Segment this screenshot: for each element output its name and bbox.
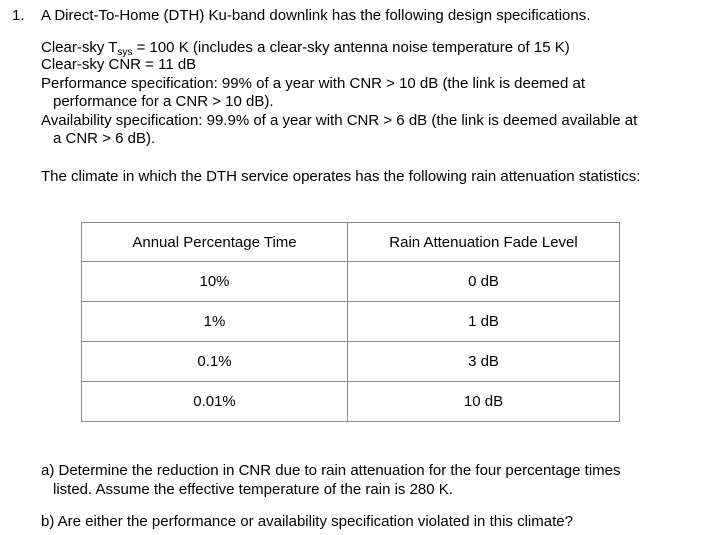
- question-b: b) Are either the performance or availability specification violated in this climate?: [41, 513, 573, 530]
- cell-percentage: 0.01%: [82, 382, 348, 422]
- spec-performance-line1: Performance specification: 99% of a year with CNR > 10 dB (the link is deemed at: [41, 75, 586, 92]
- problem-intro: A Direct-To-Home (DTH) Ku-band downlink has the following design specifications.: [41, 7, 591, 24]
- spec-availability-line1: Availability specification: 99.9% of a year with CNR > 6 dB (the link is deemed available at: [41, 112, 638, 129]
- rain-attenuation-table: [81, 222, 620, 422]
- table-row: [82, 262, 620, 302]
- spec-cnr: Clear-sky CNR = 11 dB: [41, 56, 197, 73]
- spec-availability-line2: a CNR > 6 dB).: [53, 130, 156, 147]
- spec-performance-line2: performance for a CNR > 10 dB).: [53, 93, 274, 110]
- cell-percentage: 1%: [82, 302, 348, 342]
- table-row: [82, 302, 620, 342]
- cell-fade-level: 10 dB: [348, 382, 620, 422]
- table-row: [82, 382, 620, 422]
- climate-statement: The climate in which the DTH service operates has the following rain attenuation statistics:: [41, 168, 641, 185]
- cell-fade-level: 1 dB: [348, 302, 620, 342]
- spec-tsys-prefix: Clear-sky T: [41, 39, 118, 56]
- cell-percentage: 0.1%: [82, 342, 348, 382]
- table-header-row: [82, 223, 620, 262]
- table-row: [82, 342, 620, 382]
- cell-fade-level: 0 dB: [348, 262, 620, 302]
- question-a-line2: listed. Assume the effective temperature of the rain is 280 K.: [53, 481, 453, 498]
- question-a-line1: a) Determine the reduction in CNR due to rain attenuation for the four percentage times: [41, 462, 621, 479]
- cell-percentage: 10%: [82, 262, 348, 302]
- header-annual-percentage-time: Annual Percentage Time: [82, 223, 348, 262]
- problem-number: 1.: [12, 7, 25, 24]
- cell-fade-level: 3 dB: [348, 342, 620, 382]
- spec-tsys-subscript: sys: [117, 47, 133, 58]
- spec-tsys-suffix: = 100 K (includes a clear-sky antenna noise temperature of 15 K): [132, 39, 570, 56]
- header-rain-attenuation-fade-level: Rain Attenuation Fade Level: [348, 223, 620, 262]
